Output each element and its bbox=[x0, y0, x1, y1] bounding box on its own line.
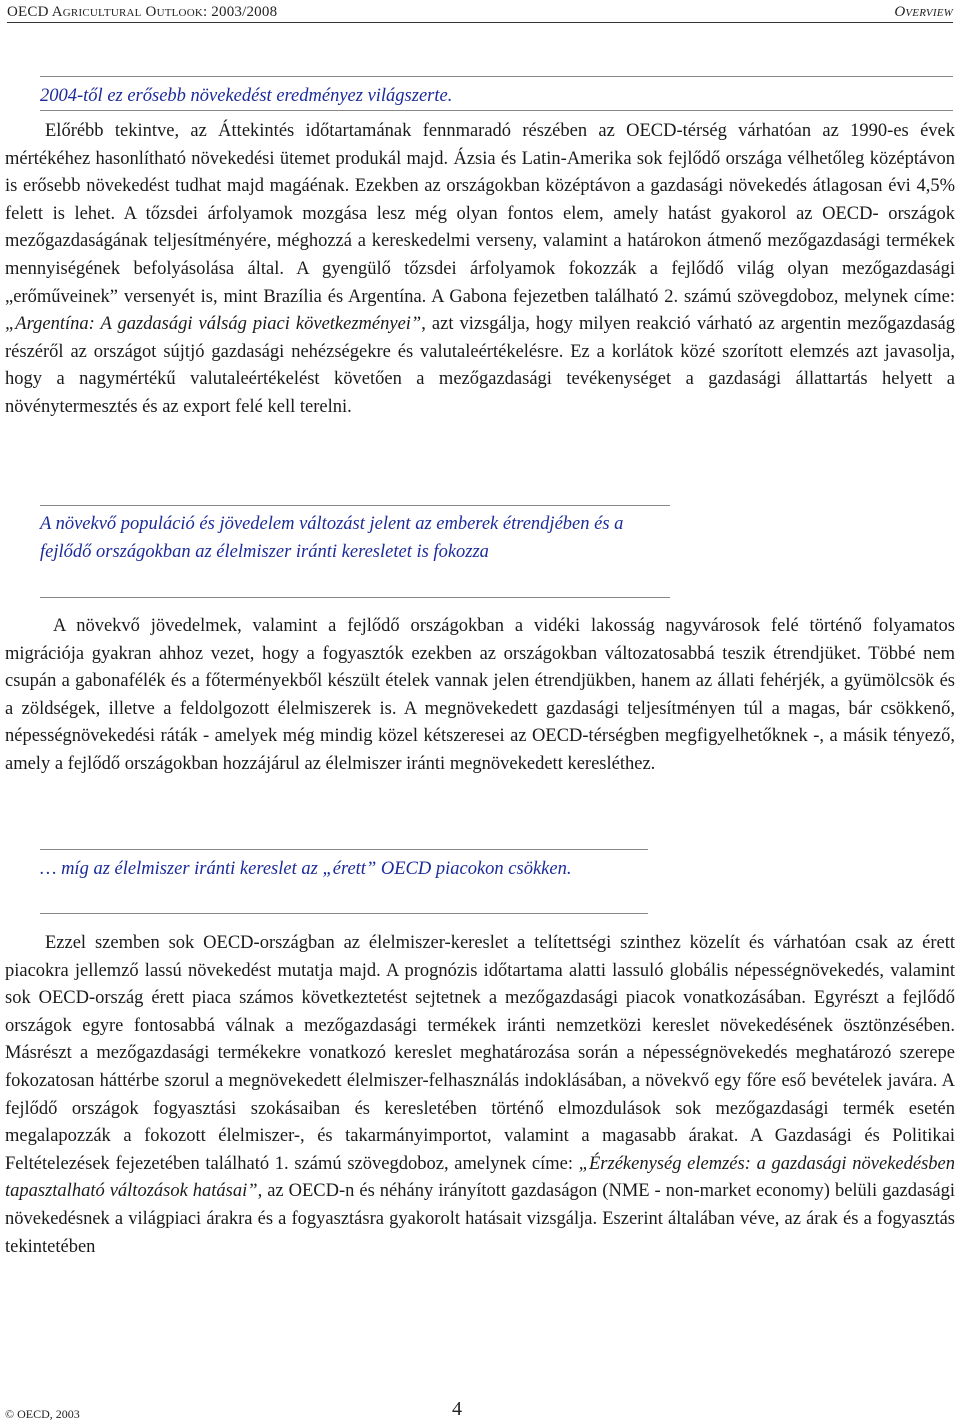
body-paragraph-3: Ezzel szemben sok OECD-országban az élelmiszer-kereslet a telítettségi szinthez közelít és várhatóan csak az érett piacokra jellemző lassú növekedést mutatja majd. A prognózis időtartama alatti lassuló globális népességnövekedés, valamint sok OECD-ország érett piaca számos következtetést sejtetnek a mezőgazdasági piacok vonatkozásában. Egyrészt a fejlődő országok egyre fontosabbá válnak a mezőgazdasági termékek iránti nemzetközi kereslet növekedésének ösztönzésében. Másrészt a mezőgazdasági termékekre vonatkozó kereslet meghatározása során a népességnövekedés meghatározó szerepe fokozatosan háttérbe szorul a megnövekedett élelmiszer-felhasználás indoklásában, a növekvő egy főre eső bevételek javára. A fejlődő országok fogyasztási szokásaiban és keresletében történő elmozdulások sok mezőgazdasági termék esetén megalapozzák a fokozott élelmiszer-, és takarmányimportot, valamint a magasabb árakat. A Gazdasági és Politikai Feltételezések fejezetében található 1. számú szövegdoboz, amelynek címe: „Érzékenység elemzés: a gazdasági növekedésben tapasztalható változások hatásai”, az OECD-n és néhány irányított gazdaságon (NME - non-market economy) belüli gazdasági növekedésnek a világpiaci árakra és a fogyasztásra gyakorolt hatásait vizsgálja. Eszerint általában véve, az árak és a fogyasztás tekintetében bbox=[5, 933, 956, 1257]
heading-rule-bottom-3 bbox=[40, 913, 648, 914]
copyright-footer: © OECD, 2003 bbox=[5, 1407, 80, 1421]
section-heading-3: … míg az élelmiszer iránti kereslet az „érett” OECD piacokon csökken. bbox=[40, 859, 572, 879]
heading-rule-bottom-2 bbox=[40, 597, 670, 598]
section-heading-2: A növekvő populáció és jövedelem változást jelent az emberek étrendjében és a fejlődő országokban az élelmiszer iránti keresletet is fokozza bbox=[40, 514, 624, 562]
box-title-sensitivity: „Érzékenység elemzés: a gazdasági növekedésben tapasztalható változások hatásai” bbox=[5, 1153, 955, 1202]
body-paragraph-2: A növekvő jövedelmek, valamint a fejlődő országokban a vidéki lakosság nagyvárosok felé történő folyamatos migrációja gyakran ahhoz vezet, hogy a fogyasztók ezekben az országokban változatosabbá teszik étrendjüket. Többé nem csupán a gabonafélék és a főterményekből készült ételek vannak jelen étrendjükben, hanem az állati fehérjék, a gyümölcsök és a zöldségek, illetve a feldolgozott élelmiszerek is. A megnövekedett gazdasági teljesítményen túl a magas, bár csökkenő, népességnövekedési ráták - amelyek még mindig közel kétszeresei az OECD-térségben megfigyelhetőknek -, a másik tényező, amely a fejlődő országokban hozzájárul az élelmiszer iránti megnövekedett keresléthez. bbox=[5, 616, 955, 774]
header-title: OECD Agricultural Outlook: 2003/2008 bbox=[7, 4, 278, 20]
running-header bbox=[7, 0, 953, 23]
page-number: 4 bbox=[452, 1398, 462, 1420]
heading-rule-top-3 bbox=[40, 849, 648, 850]
heading-rule-bottom bbox=[40, 110, 953, 111]
body-paragraph-1: Előrébb tekintve, az Áttekintés időtartamának fennmaradó részében az OECD-térség várhatóan az 1990-es évek mértékéhez hasonlítható növekedési ütemet produkál majd. Ázsia és Latin-Amerika sok fejlődő országa vélhetőleg középtávon is erősebb növekedést tudhat majd magáénak. Ezekben az országokban középtávon a gazdasági növekedés átlagosan évi 4,5% felett is lehet. A tőzsdei árfolyamok mozgása lesz még olyan fontos elem, amely hatást gyakorol az OECD- országok mezőgazdaságának teljesítményére, méghozzá a kereskedelmi verseny, valamint a határokon átmenő mezőgazdasági termékek mennyiségének befolyásolása által. A gyengülő tőzsdei árfolyamok fokozzák a fejlődő világ olyan mezőgazdasági „erőműveinek” versenyét is, mint Brazília és Argentína. A Gabona fejezetben található 2. számú szövegdoboz, melynek címe: „Argentína: A gazdasági válság piaci következményei”, azt vizsgálja, hogy milyen reakció várható az argentin mezőgazdaság részéről az országot sújtjó gazdasági nehézségekre és valutaleértékelésre. Ez a korlátok közé szorított elemzés azt javasolja, hogy a nagymértékű valutaleértékelést követően a mezőgazdasági tevékenységet a gazdasági állattartás helyett a növénytermesztés és az export felé kell terelni. bbox=[5, 121, 955, 417]
heading-rule-top bbox=[40, 76, 953, 77]
section-heading-1: 2004-től ez erősebb növekedést eredményez világszerte. bbox=[40, 86, 453, 106]
box-title-argentina: „Argentína: A gazdasági válság piaci következményei” bbox=[5, 314, 422, 335]
heading-rule-top-2 bbox=[40, 505, 670, 506]
header-section: Overview bbox=[894, 4, 953, 20]
